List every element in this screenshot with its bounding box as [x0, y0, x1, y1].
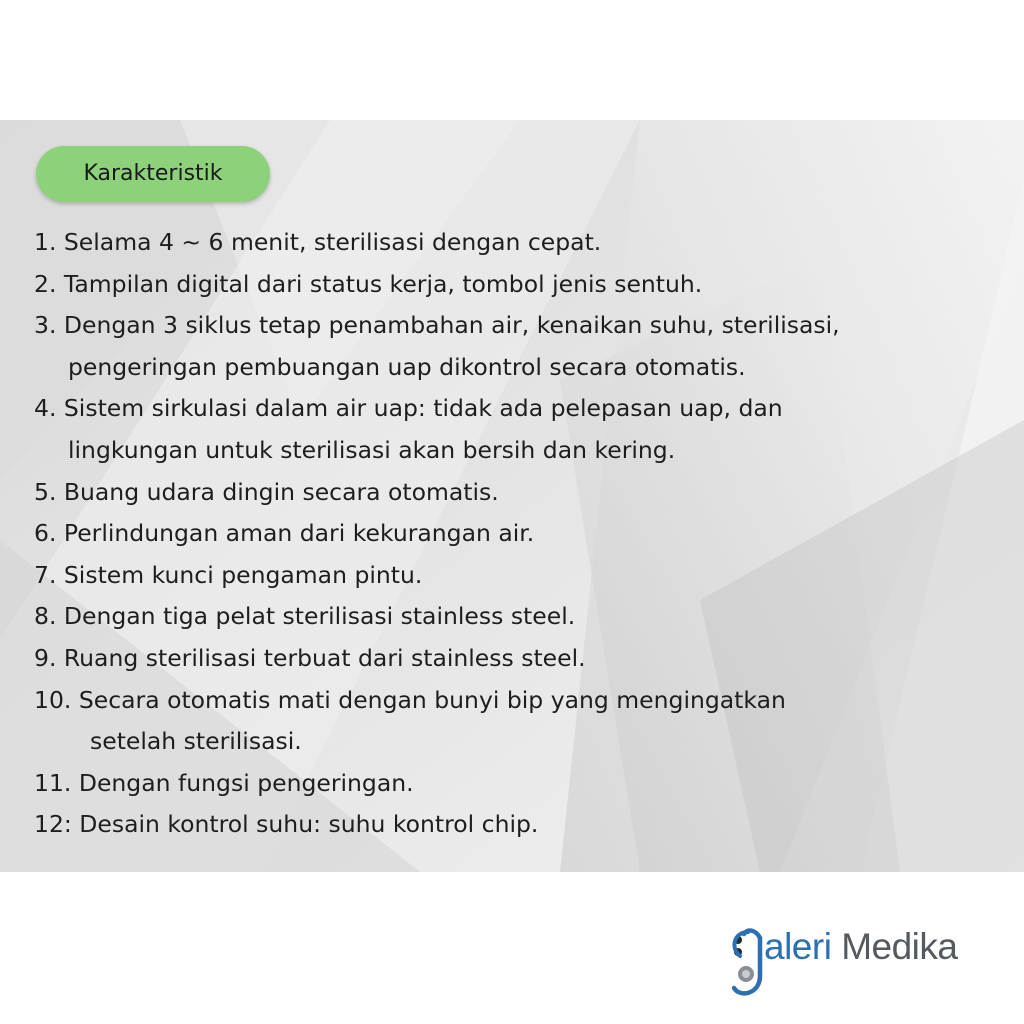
feature-text: 9. Ruang sterilisasi terbuat dari stainless steel.: [34, 643, 586, 672]
section-heading-badge: Karakteristik: [36, 146, 270, 202]
feature-list: [34, 222, 1019, 846]
feature-text-continued: setelah sterilisasi.: [90, 727, 302, 756]
feature-text-continued: lingkungan untuk sterilisasi akan bersih dan kering.: [68, 435, 676, 464]
feature-item: [34, 763, 1019, 805]
feature-text: 3. Dengan 3 siklus tetap penambahan air, kenaikan suhu, sterilisasi,: [34, 311, 840, 340]
feature-item: [34, 555, 1019, 597]
feature-item: [34, 388, 1019, 471]
feature-text: 7. Sistem kunci pengaman pintu.: [34, 560, 423, 589]
galeri-medika-logo: [726, 918, 996, 1004]
feature-text: 2. Tampilan digital dari status kerja, tombol jenis sentuh.: [34, 269, 703, 298]
feature-text: 10. Secara otomatis mati dengan bunyi bip yang mengingatkan: [34, 685, 786, 714]
feature-text: 5. Buang udara dingin secara otomatis.: [34, 477, 499, 506]
feature-item: [34, 305, 1019, 388]
feature-item: [34, 222, 1019, 264]
feature-item: [34, 804, 1019, 846]
feature-text: 11. Dengan fungsi pengeringan.: [34, 768, 414, 797]
content-panel: [0, 120, 1024, 872]
feature-item: [34, 596, 1019, 638]
feature-text: 6. Perlindungan aman dari kekurangan air.: [34, 519, 535, 548]
feature-text-continued: pengeringan pembuangan uap dikontrol secara otomatis.: [68, 352, 746, 381]
feature-text: 4. Sistem sirkulasi dalam air uap: tidak ada pelepasan uap, dan: [34, 394, 783, 423]
feature-item: [34, 513, 1019, 555]
feature-item: [34, 264, 1019, 306]
feature-text: 12: Desain kontrol suhu: suhu kontrol chip.: [34, 810, 539, 839]
feature-text: 8. Dengan tiga pelat sterilisasi stainless steel.: [34, 602, 576, 631]
logo-wordmark: [764, 924, 957, 970]
logo-word-galeri: aleri: [764, 926, 832, 967]
feature-item: [34, 680, 1019, 763]
feature-item: [34, 638, 1019, 680]
feature-item: [34, 472, 1019, 514]
feature-text: 1. Selama 4 ~ 6 menit, sterilisasi dengan cepat.: [34, 228, 602, 256]
logo-word-medika: Medika: [841, 926, 958, 967]
